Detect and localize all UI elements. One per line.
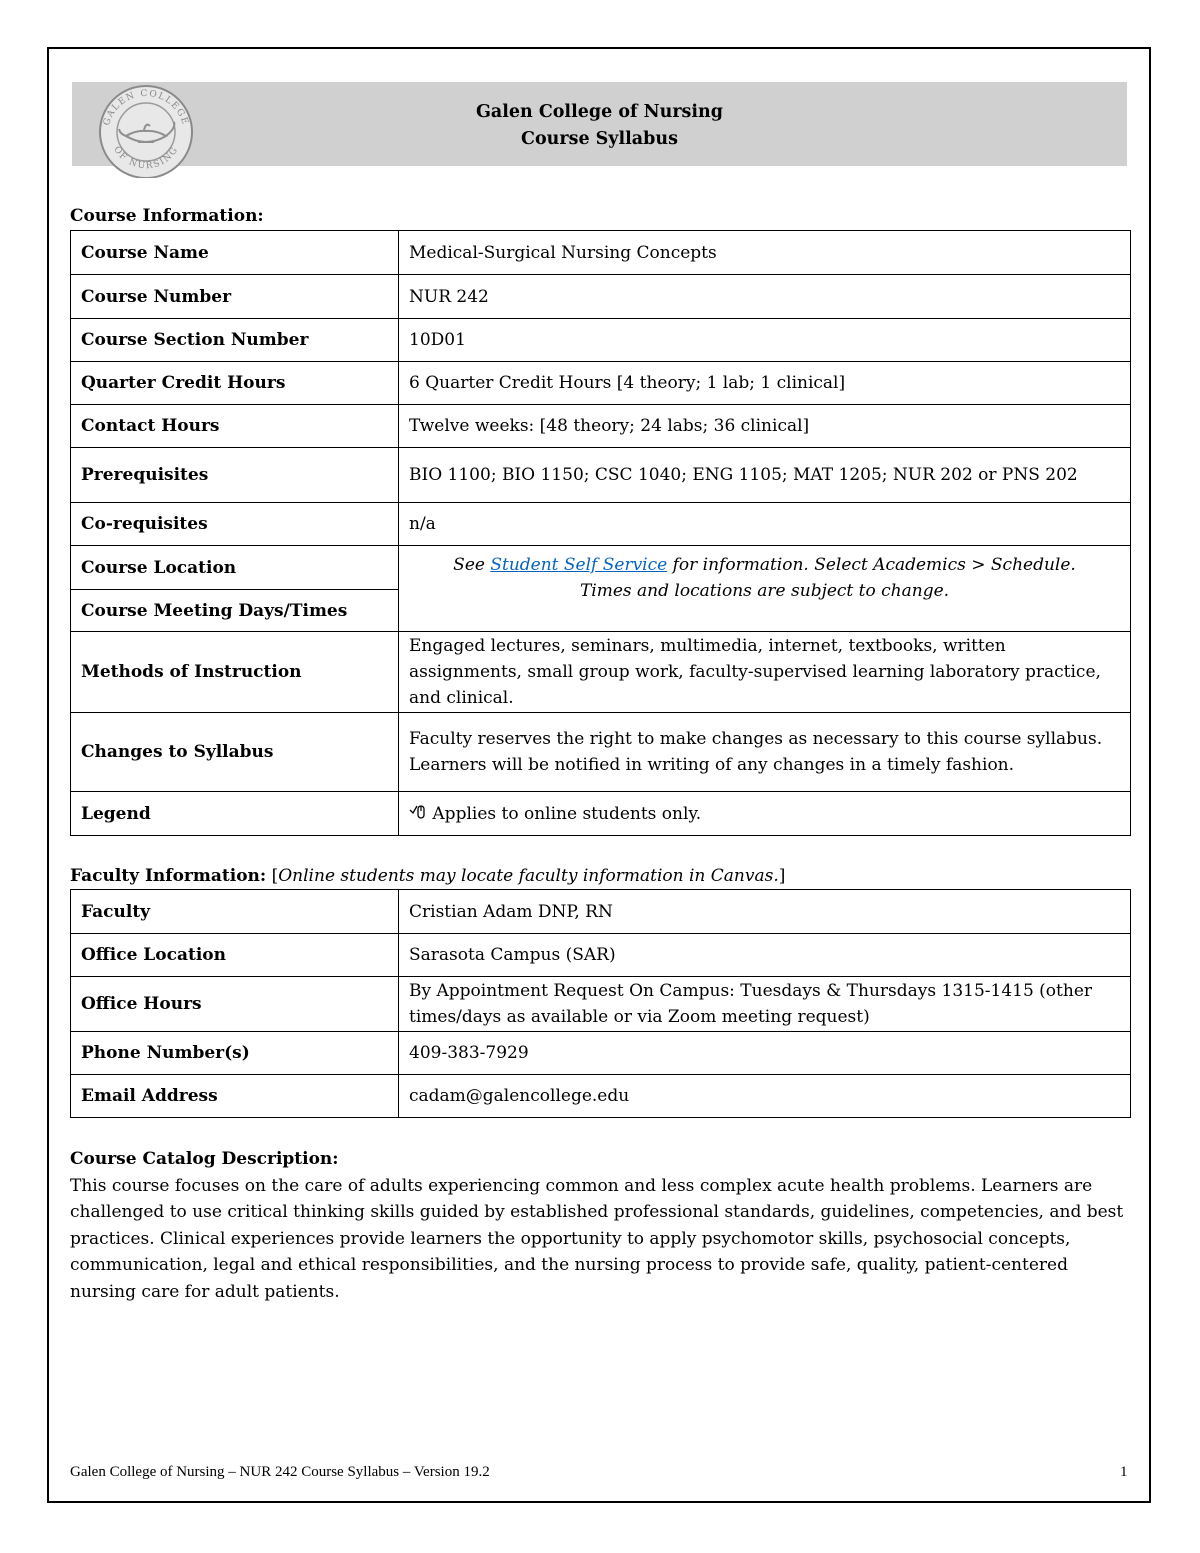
page-number: 1 — [1120, 1464, 1128, 1480]
table-row — [71, 792, 1131, 836]
catalog-description — [70, 1146, 1135, 1305]
row-value: Twelve weeks: [48 theory; 24 labs; 36 clinical] — [399, 405, 1131, 448]
row-label: Quarter Credit Hours — [71, 362, 399, 405]
row-value: Medical-Surgical Nursing Concepts — [399, 231, 1131, 275]
row-value: By Appointment Request On Campus: Tuesdays & Thursdays 1315-1415 (other times/days as available or via Zoom meeting request) — [399, 977, 1131, 1032]
row-label: Changes to Syllabus — [71, 713, 399, 792]
faculty-info-heading — [70, 866, 785, 886]
seal-text-bottom: OF NURSING — [111, 144, 181, 172]
row-value: NUR 242 — [399, 275, 1131, 319]
row-value: Sarasota Campus (SAR) — [399, 934, 1131, 977]
table-row — [71, 503, 1131, 546]
table-row — [71, 231, 1131, 275]
row-value: Faculty reserves the right to make changes as necessary to this course syllabus. Learners will be notified in writing of any changes in a timely fashion. — [399, 713, 1131, 792]
row-label: Course Section Number — [71, 319, 399, 362]
header-title — [72, 99, 1127, 153]
table-row — [71, 546, 1131, 590]
table-row — [71, 1075, 1131, 1118]
row-value: BIO 1100; BIO 1150; CSC 1040; ENG 1105; MAT 1205; NUR 202 or PNS 202 — [399, 448, 1131, 503]
row-label: Co-requisites — [71, 503, 399, 546]
location-note-suffix: for information. Select Academics > Schedule. — [667, 555, 1076, 575]
document-title: Course Syllabus — [521, 129, 678, 149]
row-label: Course Number — [71, 275, 399, 319]
table-row — [71, 632, 1131, 713]
mouse-click-icon — [409, 803, 427, 821]
faculty-info-table — [70, 889, 1131, 1118]
table-row — [71, 405, 1131, 448]
row-label: Email Address — [71, 1075, 399, 1118]
course-info-heading: Course Information: — [70, 206, 264, 226]
catalog-text: This course focuses on the care of adults experiencing common and less complex acute health problems. Learners are challenged to use critical thinking skills guided by established professional standards, guidelines, competencies, and best practices. Clinical experiences provide learners the opportunity to apply psychomotor skills, psychosocial concepts, communication, legal and ethical responsibilities, and the nursing process to provide safe, quality, patient-centered nursing care for adult patients. — [70, 1175, 1124, 1302]
table-row — [71, 1032, 1131, 1075]
table-row — [71, 319, 1131, 362]
college-name: Galen College of Nursing — [475, 102, 724, 122]
faculty-note: Online students may locate faculty information in Canvas. — [278, 866, 779, 886]
faculty-note-open: [ — [266, 866, 279, 886]
row-label: Contact Hours — [71, 405, 399, 448]
table-row — [71, 890, 1131, 934]
location-note-prefix: See — [453, 555, 491, 575]
row-label: Course Name — [71, 231, 399, 275]
row-label: Office Hours — [71, 977, 399, 1032]
row-label: Faculty — [71, 890, 399, 934]
row-value: Engaged lectures, seminars, multimedia, internet, textbooks, written assignments, small group work, faculty-supervised learning laboratory practice, and clinical. — [399, 632, 1131, 713]
row-value: 409-383-7929 — [399, 1032, 1131, 1075]
row-value: cadam@galencollege.edu — [399, 1075, 1131, 1118]
seal-text-top: GALEN COLLEGE — [101, 88, 191, 127]
course-info-table — [70, 230, 1131, 836]
row-label: Course Location — [71, 546, 399, 590]
row-value: n/a — [399, 503, 1131, 546]
table-row — [71, 362, 1131, 405]
faculty-heading-label: Faculty Information: — [70, 866, 267, 886]
row-label: Legend — [71, 792, 399, 836]
table-row — [71, 275, 1131, 319]
location-note-cell — [399, 546, 1131, 632]
row-label: Phone Number(s) — [71, 1032, 399, 1075]
footer-text: Galen College of Nursing – NUR 242 Course Syllabus – Version 19.2 — [70, 1464, 490, 1480]
location-note-line2: Times and locations are subject to change. — [579, 581, 950, 601]
legend-cell — [399, 792, 1131, 836]
catalog-heading: Course Catalog Description: — [70, 1149, 339, 1169]
row-value: Applies to online students only. — [432, 803, 702, 824]
table-row — [71, 934, 1131, 977]
row-value: 6 Quarter Credit Hours [4 theory; 1 lab; 1 clinical] — [399, 362, 1131, 405]
row-label: Office Location — [71, 934, 399, 977]
row-value: Cristian Adam DNP, RN — [399, 890, 1131, 934]
table-row — [71, 713, 1131, 792]
faculty-note-close: ] — [778, 866, 786, 886]
student-self-service-link[interactable]: Student Self Service — [490, 555, 668, 575]
row-label: Prerequisites — [71, 448, 399, 503]
table-row — [71, 448, 1131, 503]
row-label: Methods of Instruction — [71, 632, 399, 713]
row-value: 10D01 — [399, 319, 1131, 362]
table-row — [71, 977, 1131, 1032]
row-label: Course Meeting Days/Times — [71, 590, 399, 632]
